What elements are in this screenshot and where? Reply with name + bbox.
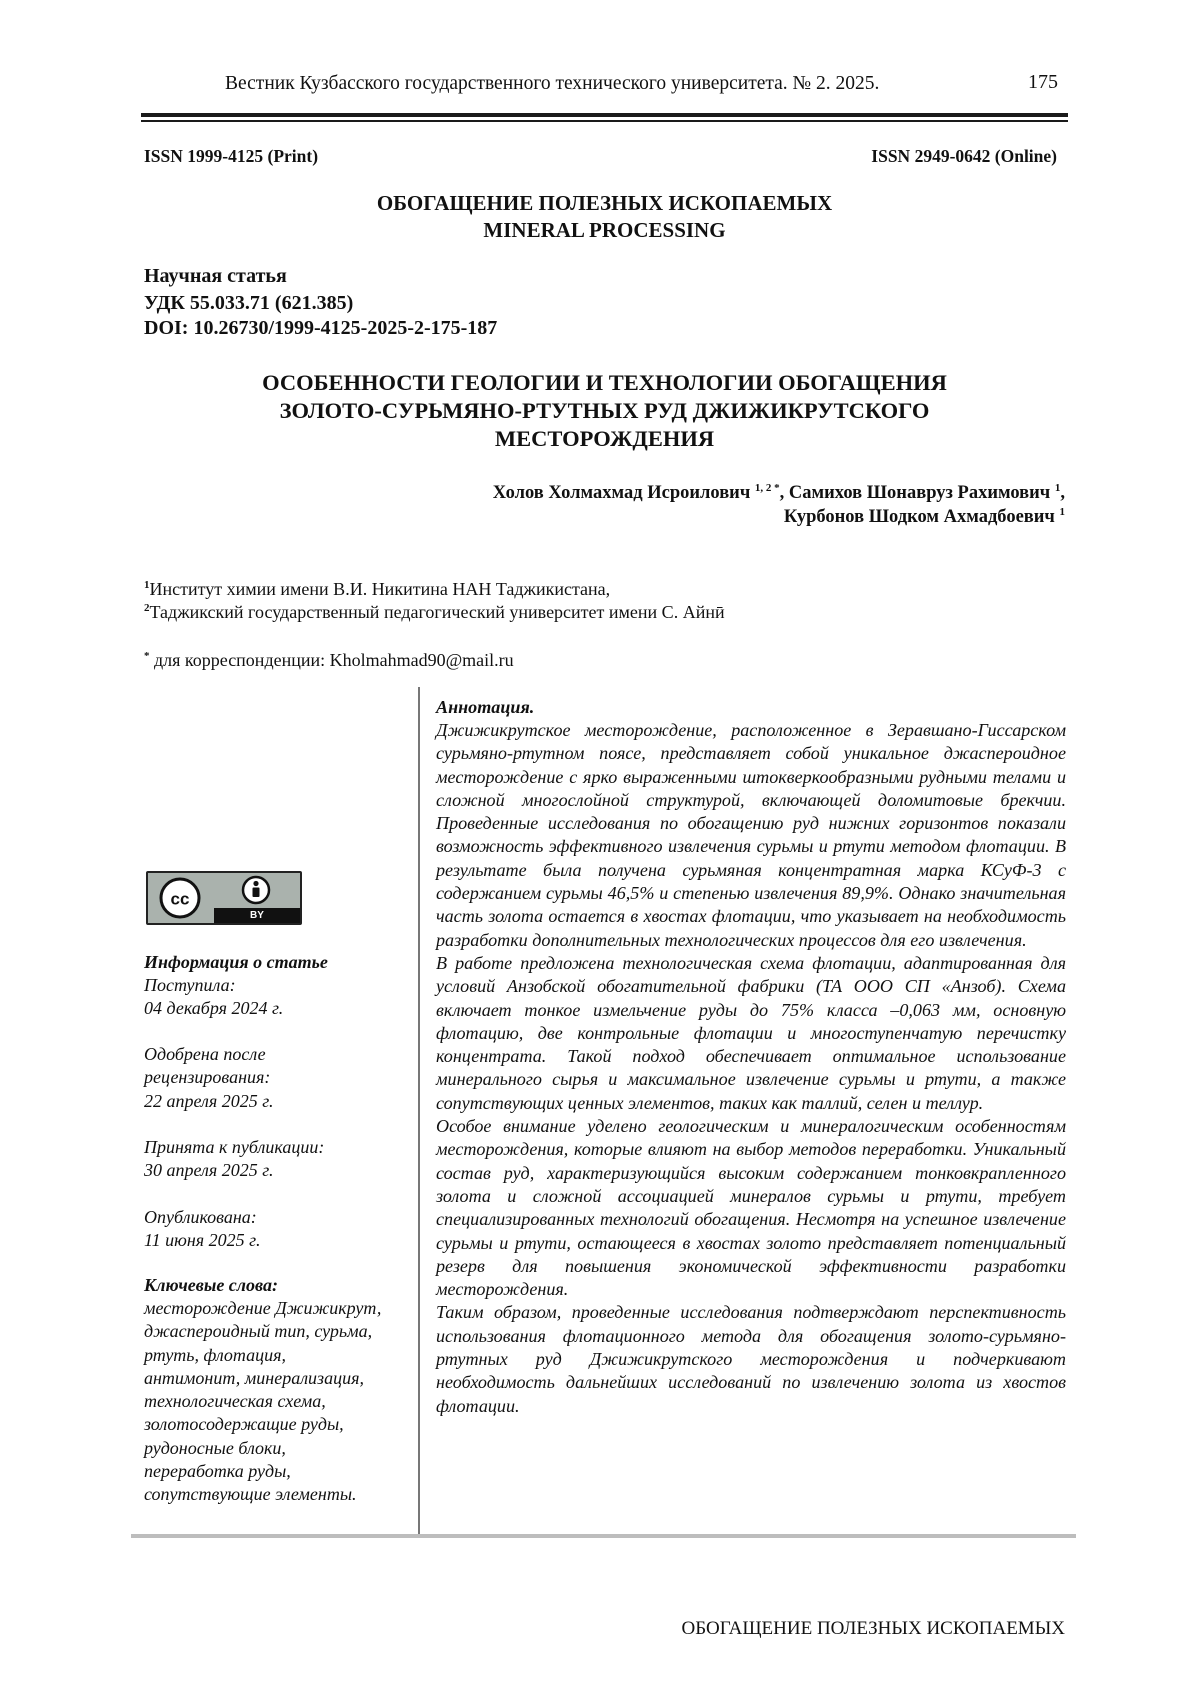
cc-by-label: BY [214, 908, 300, 923]
published-block [144, 1206, 414, 1253]
affiliation-text: Таджикский государственный педагогический университет имени С. Айнӣ [149, 602, 725, 622]
keyword-item: золотосодержащие руды, [144, 1414, 344, 1435]
abstract-paragraph: Особое внимание уделено геологическим и минералогическим особенностям месторождения, которые влияют на выбор методов переработки. Уникальный состав руд, характеризующийся высоким содержанием тонковкрапленного золота и сложной ассоциацией минералов сурьмы и ртути, требует специализированных технологий обогащения. Несмотря на успешное извлечение сурьмы и ртути, остающееся в хвостах золото представляет потенциальный резерв для повышения экономической эффективности разработки месторождения. [436, 1116, 1066, 1300]
approved-label: Одобрена после [144, 1044, 266, 1064]
approved-block [144, 1043, 414, 1113]
keyword-item: технологическая схема, [144, 1391, 326, 1412]
author-name: Курбонов Шодком Ахмадбоевич [783, 507, 1055, 528]
approved-date: 22 апреля 2025 г. [144, 1090, 274, 1111]
authors-line-1 [493, 482, 1065, 504]
article-info-heading: Информация о статье [144, 952, 328, 972]
correspondence-mark: * [144, 650, 150, 662]
header-rule-thick [141, 113, 1068, 117]
keyword-item: рудоносные блоки, [144, 1437, 286, 1458]
abstract-paragraph: Джижикрутское месторождение, расположенное в Зеравшано-Гиссарском сурьмяно-ртутном поясе, представляет собой уникальное джаспероидное месторождение с ярко выраженными штокверкообразными рудными телами и сложной многослойной структурой, включающей доломитовые брекчии. Проведенные исследования по обогащению руд нижних горизонтов показали возможность эффективного извлечения сурьмы и ртути методом флотации. В результате была получена сурьмяная концентратная марка КСуФ-3 с содержанием сурьмы 46,5% и степенью извлечения 89,9%. Однако значительная часть золота остается в хвостах флотации, что указывает на необходимость разработки дополнительных технологических процессов для его извлечения. [436, 720, 1066, 950]
author-affiliation-mark: 1 [1059, 506, 1065, 518]
article-title-line-3: МЕСТОРОЖДЕНИЯ [494, 426, 715, 451]
abstract-heading: Аннотация. [436, 697, 535, 717]
udc-code: УДК 55.033.71 (621.385) [144, 292, 354, 314]
affiliation-2 [144, 602, 725, 623]
keyword-item: антимонит, минерализация, [144, 1367, 364, 1388]
author-name: Самихов Шонавруз Рахимович [788, 483, 1051, 504]
running-footer: ОБОГАЩЕНИЕ ПОЛЕЗНЫХ ИСКОПАЕМЫХ [681, 1618, 1065, 1639]
doi: DOI: 10.26730/1999-4125-2025-2-175-187 [144, 317, 498, 339]
affiliation-mark: 2 [144, 602, 150, 614]
cc-by-license-badge [146, 871, 302, 925]
keywords-heading: Ключевые слова: [144, 1275, 278, 1295]
section-title-ru: ОБОГАЩЕНИЕ ПОЛЕЗНЫХ ИСКОПАЕМЫХ [376, 191, 833, 215]
keywords-list [144, 1297, 414, 1507]
author-name: Холов Холмахмад Исроилович [492, 483, 751, 504]
authors-line-2 [784, 506, 1065, 528]
article-title-line-2: ЗОЛОТО-СУРЬМЯНО-РТУТНЫХ РУД ДЖИЖИКРУТСКОГО [279, 398, 930, 423]
journal-header: Вестник Кузбасского государственного технического университета. № 2. 2025. [225, 73, 880, 94]
received-date: 04 декабря 2024 г. [144, 998, 284, 1019]
abstract-bottom-rule [131, 1534, 1076, 1538]
approved-label: рецензирования: [144, 1067, 271, 1088]
affiliation-mark: 1 [144, 579, 150, 591]
abstract-paragraph: Таким образом, проведенные исследования подтверждают перспективность использования флотационного метода для обогащения золото-сурьмяно-ртутных руд Джижикрутского месторождения и подчеркивают необходимость дальнейших исследований по извлечению золота из хвостов флотации. [436, 1302, 1066, 1416]
article-type: Научная статья [144, 265, 287, 287]
keyword-item: сопутствующие элементы. [144, 1484, 357, 1505]
received-block [144, 974, 414, 1021]
author-affiliation-mark: 1, 2 * [754, 482, 780, 494]
author-separator: , [1060, 483, 1065, 504]
affiliation-text: Институт химии имени В.И. Никитина НАН Таджикистана, [149, 579, 611, 599]
column-divider [418, 687, 420, 1535]
correspondence [144, 650, 514, 671]
keyword-item: переработка руды, [144, 1461, 291, 1482]
keyword-item: месторождение Джижикрут, [144, 1298, 382, 1318]
issn-print: ISSN 1999-4125 (Print) [144, 146, 319, 166]
header-rule-thin [141, 120, 1068, 122]
published-date: 11 июня 2025 г. [144, 1230, 261, 1251]
accepted-date: 30 апреля 2025 г. [144, 1160, 274, 1181]
page-number: 175 [1028, 71, 1058, 93]
author-separator: , [779, 483, 789, 504]
section-title-en: MINERAL PROCESSING [483, 218, 726, 242]
affiliation-1 [144, 579, 610, 600]
article-title-line-1: ОСОБЕННОСТИ ГЕОЛОГИИ И ТЕХНОЛОГИИ ОБОГАЩЕНИЯ [262, 370, 947, 395]
published-label: Опубликована: [144, 1207, 257, 1227]
svg-text:cc: cc [170, 889, 190, 909]
issn-online: ISSN 2949-0642 (Online) [871, 146, 1057, 166]
author-affiliation-mark: 1 [1054, 482, 1061, 494]
abstract-paragraph: В работе предложена технологическая схема флотации, адаптированная для условий Анзобской обогатительной фабрики (ТА ООО СП «Анзоб). Схема включает тонкое измельчение руды до 75% класса –0,063 мм, основную флотацию, две контрольные флотации и многоступенчатую перечистку концентрата. Такой подход обеспечивает оптимальное использование минерального сырья и максимальное извлечение сурьмы и ртути, а также сопутствующих ценных элементов, таких как таллий, селен и теллур. [436, 952, 1066, 1113]
keyword-item: ртуть, флотация, [144, 1344, 286, 1365]
correspondence-text: для корреспонденции: Kholmahmad90@mail.ru [154, 650, 514, 670]
received-label: Поступила: [144, 975, 236, 995]
abstract-body [436, 719, 1066, 1418]
accepted-label: Принята к публикации: [144, 1137, 325, 1157]
accepted-block [144, 1136, 414, 1183]
keyword-item: джаспероидный тип, сурьма, [144, 1321, 373, 1342]
